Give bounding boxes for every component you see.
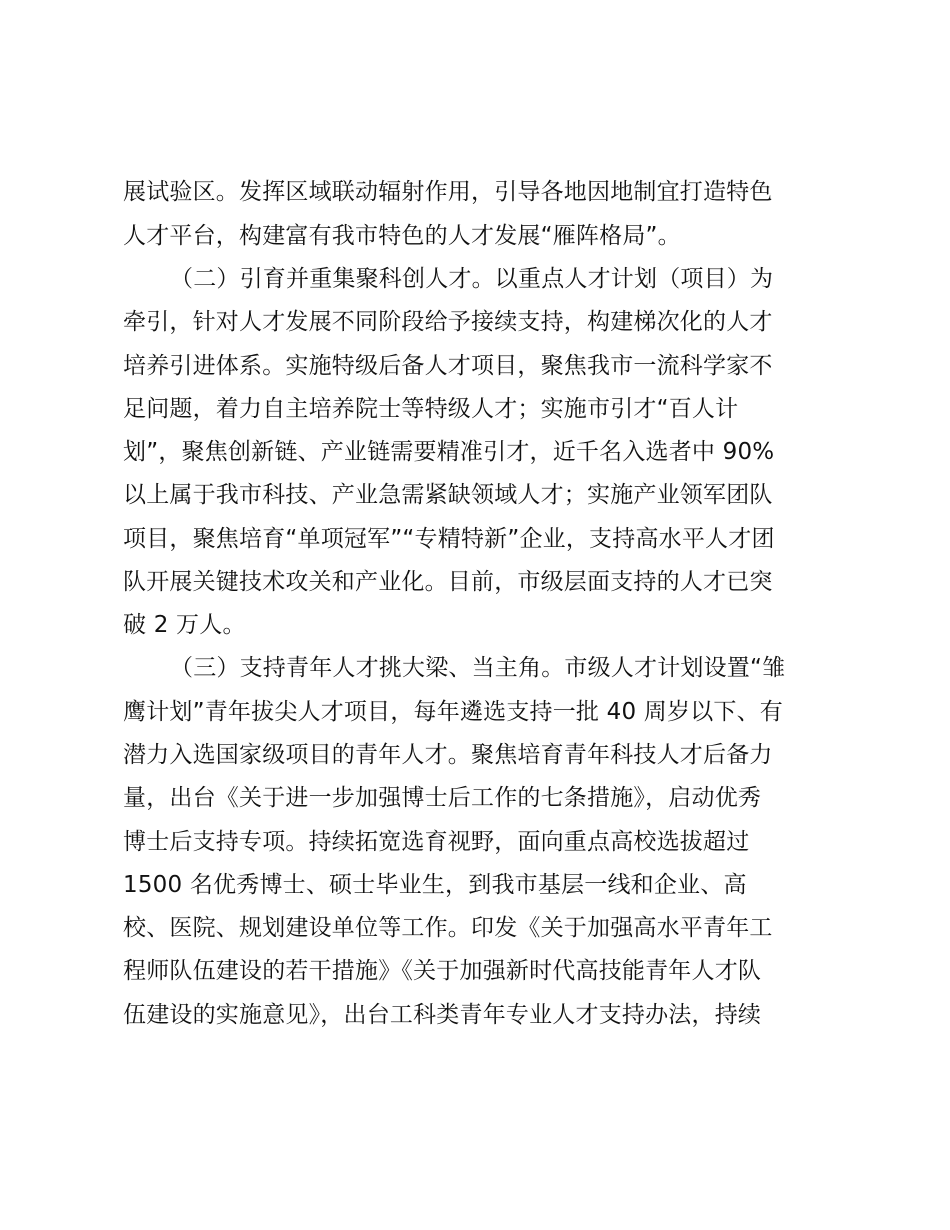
text-line: 足问题，着力自主培养院士等特级人才；实施市引才“百人计 (123, 396, 739, 422)
text-line: 鹰计划”青年拔尖人才项目，每年遴选支持一批 40 周岁以下、有 (123, 699, 784, 725)
text-line: 队开展关键技术攻关和产业化。目前，市级层面支持的人才已突 (123, 569, 773, 595)
text-line: 以上属于我市科技、产业急需紧缺领域人才；实施产业领军团队 (123, 482, 773, 508)
text-line: 量，出台《关于进一步加强博士后工作的七条措施》，启动优秀 (123, 785, 762, 811)
section-heading-line: （二）引育并重集聚科创人才。以重点人才计划（项目）为 (170, 266, 774, 292)
text-line: 展试验区。发挥区域联动辐射作用，引导各地因地制宜打造特色 (123, 179, 773, 205)
text-line: 培养引进体系。实施特级后备人才项目，聚焦我市一流科学家不 (123, 353, 773, 379)
text-line: 1500 名优秀博士、硕士毕业生，到我市基层一线和企业、高 (123, 872, 747, 898)
text-line: 程师队伍建设的若干措施》《关于加强新时代高技能青年人才队 (123, 958, 762, 984)
text-line: 博士后支持专项。持续拓宽选育视野，面向重点高校选拔超过 (123, 829, 750, 855)
text-line: 潜力入选国家级项目的青年人才。聚焦培育青年科技人才后备力 (123, 742, 773, 768)
text-line: 校、医院、规划建设单位等工作。印发《关于加强高水平青年工 (123, 915, 773, 941)
section-heading-line: （三）支持青年人才挑大梁、当主角。市级人才计划设置“雏 (170, 655, 786, 681)
text-line: 破 2 万人。 (123, 612, 246, 638)
text-line: 划”，聚焦创新链、产业链需要精准引才，近千名入选者中 90% (123, 439, 775, 465)
text-line: 人才平台，构建富有我市特色的人才发展“雁阵格局”。 (123, 223, 681, 249)
text-line: 伍建设的实施意见》，出台工科类青年专业人才支持办法，持续 (123, 1002, 762, 1028)
text-line: 项目，聚焦培育“单项冠军”“专精特新”企业，支持高水平人才团 (123, 526, 775, 552)
text-line: 牵引，针对人才发展不同阶段给予接续支持，构建梯次化的人才 (123, 309, 773, 335)
